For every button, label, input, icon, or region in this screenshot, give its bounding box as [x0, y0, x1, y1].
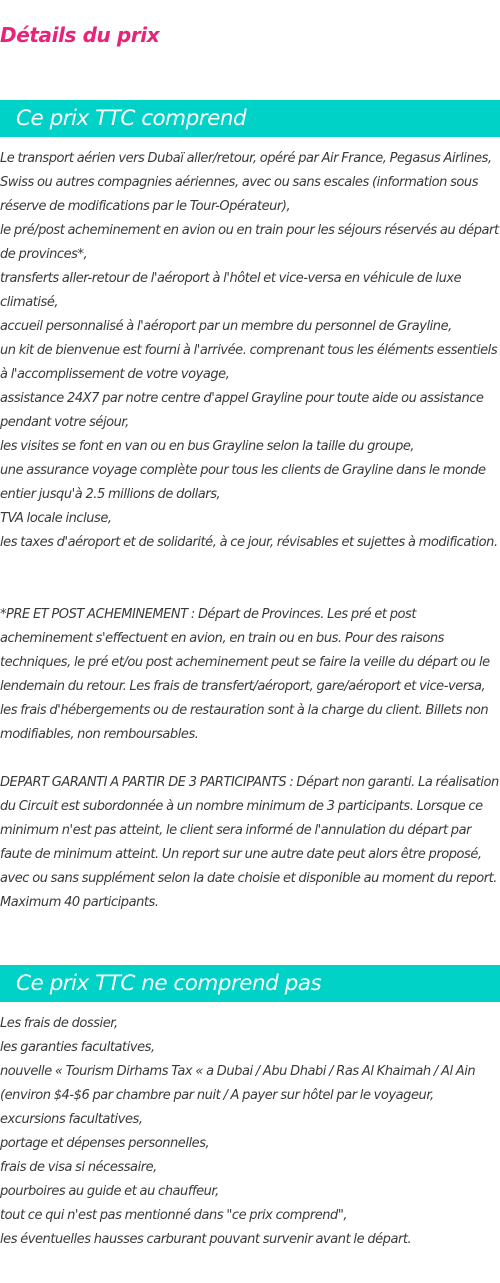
included-item: assistance 24X7 par notre centre d'appel Grayline pour toute aide ou assistance pendant votre séjour, — [0, 391, 484, 430]
excluded-item: pourboires au guide et au chauffeur, — [0, 1184, 219, 1199]
depart-guarantee-note — [0, 771, 500, 915]
depart-note-text: DEPART GARANTI A PARTIR DE 3 PARTICIPANTS : Départ non garanti. La réalisation du Circuit est subordonnée à un nombre minimum de 3 participants. Lorsque ce minimum n'est pas atteint, le client sera informé de l'annulation du départ par faute de minimum atteint. Un report sur une autre date peut alors être proposé, avec ou sans supplément selon la date choisie et disponible au moment du report. Maximum 40 participants. — [0, 775, 499, 910]
page-title: Détails du prix — [0, 23, 160, 47]
included-item: une assurance voyage complète pour tous les clients de Grayline dans le monde entier jusqu'à 2.5 millions de dollars, — [0, 463, 486, 502]
included-heading: Ce prix TTC comprend — [16, 106, 247, 131]
included-item: les taxes d'aéroport et de solidarité, à ce jour, révisables et sujettes à modification. — [0, 535, 498, 550]
excluded-item: frais de visa si nécessaire, — [0, 1160, 157, 1175]
excluded-item: Les frais de dossier, — [0, 1016, 118, 1031]
included-section-header — [0, 100, 500, 137]
excluded-item: nouvelle « Tourism Dirhams Tax « a Dubai / Abu Dhabi / Ras Al Khaimah / Al Ain (environ $4-$6 par chambre par nuit / A payer sur hôtel par le voyageur, — [0, 1064, 476, 1103]
included-item: le pré/post acheminement en avion ou en train pour les séjours réservés au départ de provinces*, — [0, 223, 499, 262]
excluded-item: les éventuelles hausses carburant pouvant survenir avant le départ. — [0, 1232, 412, 1247]
included-item: Le transport aérien vers Dubaï aller/retour, opéré par Air France, Pegasus Airlines, Swiss ou autres compagnies aériennes, avec ou sans escales (information sous réserve de modifications par le Tour-Opérateur), — [0, 151, 492, 214]
included-list — [0, 147, 500, 555]
included-item: transferts aller-retour de l'aéroport à l'hôtel et vice-versa en véhicule de luxe climatisé, — [0, 271, 462, 310]
excluded-item: excursions facultatives, — [0, 1112, 143, 1127]
excluded-section-header — [0, 965, 500, 1002]
excluded-item: tout ce qui n'est pas mentionné dans "ce prix comprend", — [0, 1208, 348, 1223]
included-item: accueil personnalisé à l'aéroport par un membre du personnel de Grayline, — [0, 319, 452, 334]
acheminement-note-text: *PRE ET POST ACHEMINEMENT : Départ de Provinces. Les pré et post acheminement s'effectuent en avion, en train ou en bus. Pour des raisons techniques, le pré et/ou post acheminement peut se faire la veille du départ ou le lendemain du retour. Les frais de transfert/aéroport, gare/aéroport et vice-versa, les frais d'hébergements ou de restauration sont à la charge du client. Billets non modifiables, non remboursables. — [0, 607, 490, 742]
excluded-item: portage et dépenses personnelles, — [0, 1136, 210, 1151]
excluded-list — [0, 1012, 500, 1252]
included-item: un kit de bienvenue est fourni à l'arrivée. comprenant tous les éléments essentiels à l'accomplissement de votre voyage, — [0, 343, 498, 382]
included-item: TVA locale incluse, — [0, 511, 112, 526]
acheminement-note — [0, 603, 500, 747]
excluded-heading: Ce prix TTC ne comprend pas — [16, 971, 322, 996]
excluded-item: les garanties facultatives, — [0, 1040, 155, 1055]
included-item: les visites se font en van ou en bus Grayline selon la taille du groupe, — [0, 439, 415, 454]
